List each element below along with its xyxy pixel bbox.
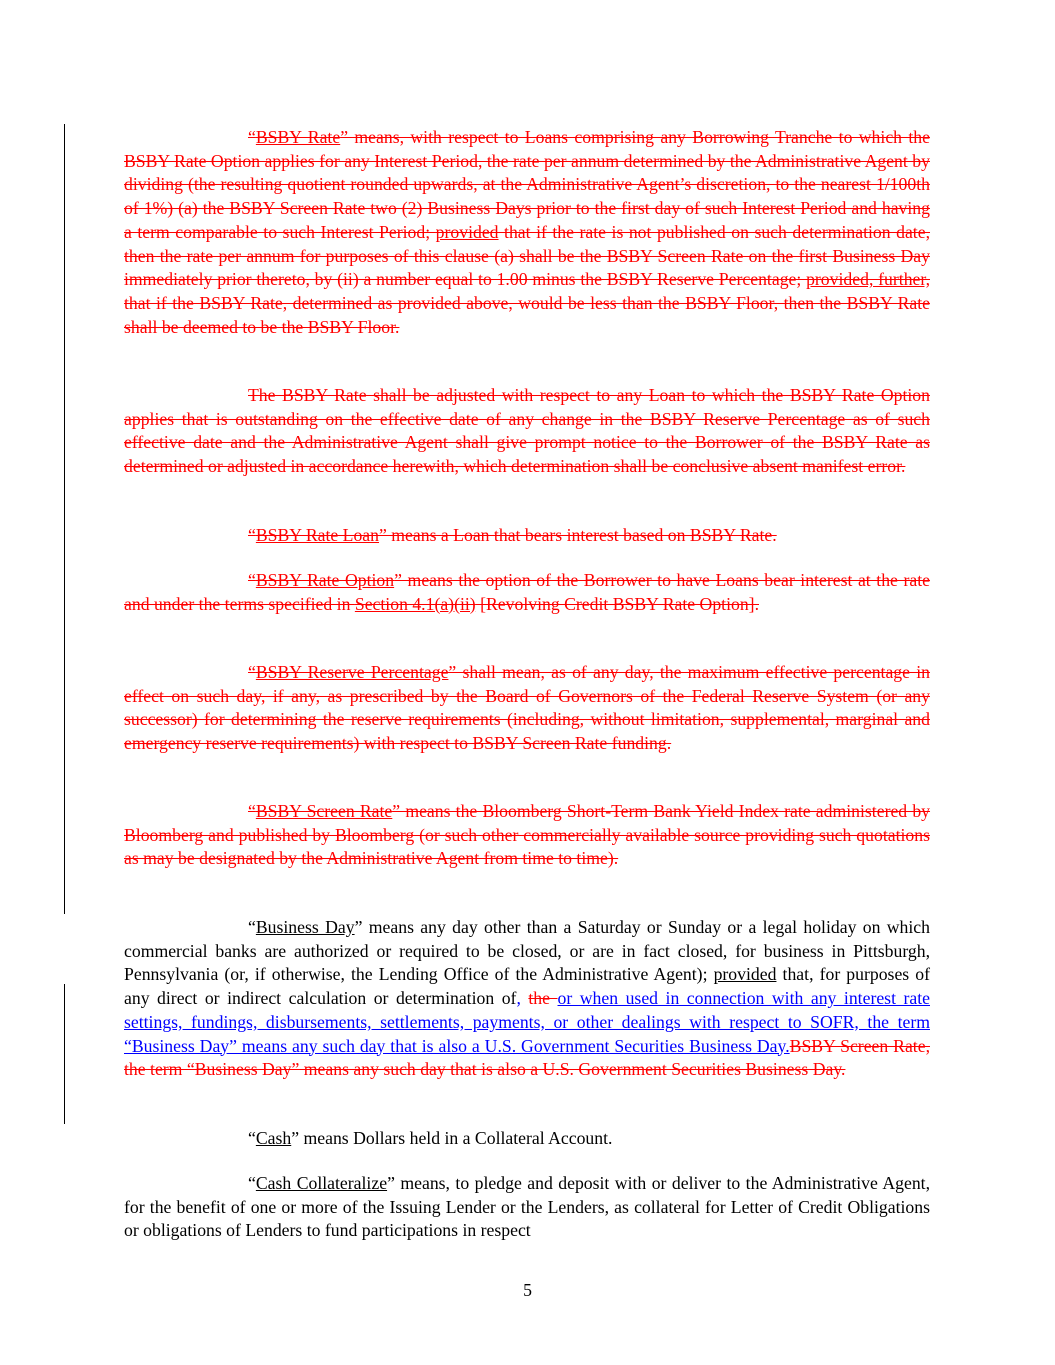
definition-bsby-rate-loan: “BSBY Rate Loan” means a Loan that bears interest based on BSBY Rate. — [248, 525, 777, 545]
defined-term: BSBY Rate Option — [255, 570, 395, 590]
change-bar — [64, 124, 65, 914]
definition-bsby-rate-option: “BSBY Rate Option” means the option of the Borrower to have Loans bear interest at the rate and under the terms specified in Section 4.1(a)(ii) [Revolving Credit BSBY Rate Option]. — [124, 570, 930, 614]
definition-business-day: “Business Day” means any day other than a Saturday or Sunday or a legal holiday on which commercial banks are authorized or required to be closed, or are in fact closed, for business in Pittsburgh, Pennsylvania (or, if otherwise, the Lending Office of the Administrative Agent); provided that, for purposes of any direct or indirect calculation or determination of, the or when used in connection with any interest rate settings, fundings, disbursements, settlements, payments, or other dealings with respect to SOFR, the term “Business Day” means any such day that is also a U.S. Government Securities Business Day.BSBY Screen Rate, the term “Business Day” means any such day that is also a U.S. Government Securities Business Day. — [124, 917, 931, 1080]
definition-bsby-rate: “BSBY Rate” means, with respect to Loans comprising any Borrowing Tranche to which the BSBY Rate Option applies for any Interest Period, the rate per annum determined by the Administrative Agent by dividing (the resulting quotient rounded upwards, at the Administrative Agent’s discretion, to the nearest 1/100th of 1%) (a) the BSBY Screen Rate two (2) Business Days prior to the first day of such Interest Period and having a term comparable to such Interest Period; provided that if the rate is not published on such determination date, then the rate per annum for purposes of this clause (a) shall be the BSBY Screen Rate on the first Business Day immediately prior thereto, by (ii) a number equal to 1.00 minus the BSBY Reserve Percentage; provided, further, that if the BSBY Rate, determined as provided above, would be less than the BSBY Floor, then the BSBY Rate shall be deemed to be the BSBY Floor. — [124, 127, 930, 337]
deleted-text: BSBY Screen Rate, the term “Business Day” means any such day that is also a U.S. Government Securities Business Day. — [124, 1035, 930, 1080]
inserted-text: or when used in connection with any interest rate settings, fundings, disbursements, settlements, payments, or other dealings with respect to SOFR, the term “Business Day” means any such day that is also a U.S. Government Securities Business Day. — [124, 988, 930, 1056]
defined-term: Cash — [255, 1128, 292, 1148]
definition-bsby-reserve-percentage: “BSBY Reserve Percentage” shall mean, as of any day, the maximum effective percentage in effect on such day, if any, as prescribed by the Board of Governors of the Federal Reserve System (or any successor) for determining the reserve requirements (including, without limitation, supplemental, marginal and emergency reserve requirements) with respect to BSBY Screen Rate funding. — [124, 662, 930, 754]
section-reference: Section 4.1(a)(ii) — [354, 593, 476, 614]
definition-cash-collateralize: “Cash Collateralize” means, to pledge and deposit with or deliver to the Administrative Agent, for the benefit of one or more of the Issuing Lender or the Lenders, as collateral for Letter of Credit Obligations or obligations of Lenders to fund participations in respect — [124, 1173, 931, 1241]
paragraph-bsby-adjustment: The BSBY Rate shall be adjusted with respect to any Loan to which the BSBY Rate Option applies that is outstanding on the effective date of any change in the BSBY Reserve Percentage as of such effective date and the Administrative Agent shall give prompt notice to the Borrower of the BSBY Rate as determined or adjusted in accordance herewith, which determination shall be conclusive absent manifest error. — [124, 385, 930, 477]
definition-cash: “Cash” means Dollars held in a Collateral Account. — [248, 1128, 613, 1148]
page-number: 5 — [523, 1280, 532, 1300]
defined-term: BSBY Rate Loan — [255, 525, 380, 545]
change-bar — [64, 984, 65, 1124]
defined-term: BSBY Rate — [255, 127, 341, 147]
defined-term: Cash Collateralize — [255, 1173, 388, 1193]
definition-bsby-screen-rate: “BSBY Screen Rate” means the Bloomberg Short-Term Bank Yield Index rate administered by Bloomberg and published by Bloomberg (or such other commercially available source providing such quotations as may be designated by the Administrative Agent from time to time). — [124, 801, 931, 869]
defined-term: BSBY Reserve Percentage — [255, 662, 449, 682]
defined-term: BSBY Screen Rate — [255, 801, 393, 821]
defined-term: Business Day — [255, 917, 355, 937]
